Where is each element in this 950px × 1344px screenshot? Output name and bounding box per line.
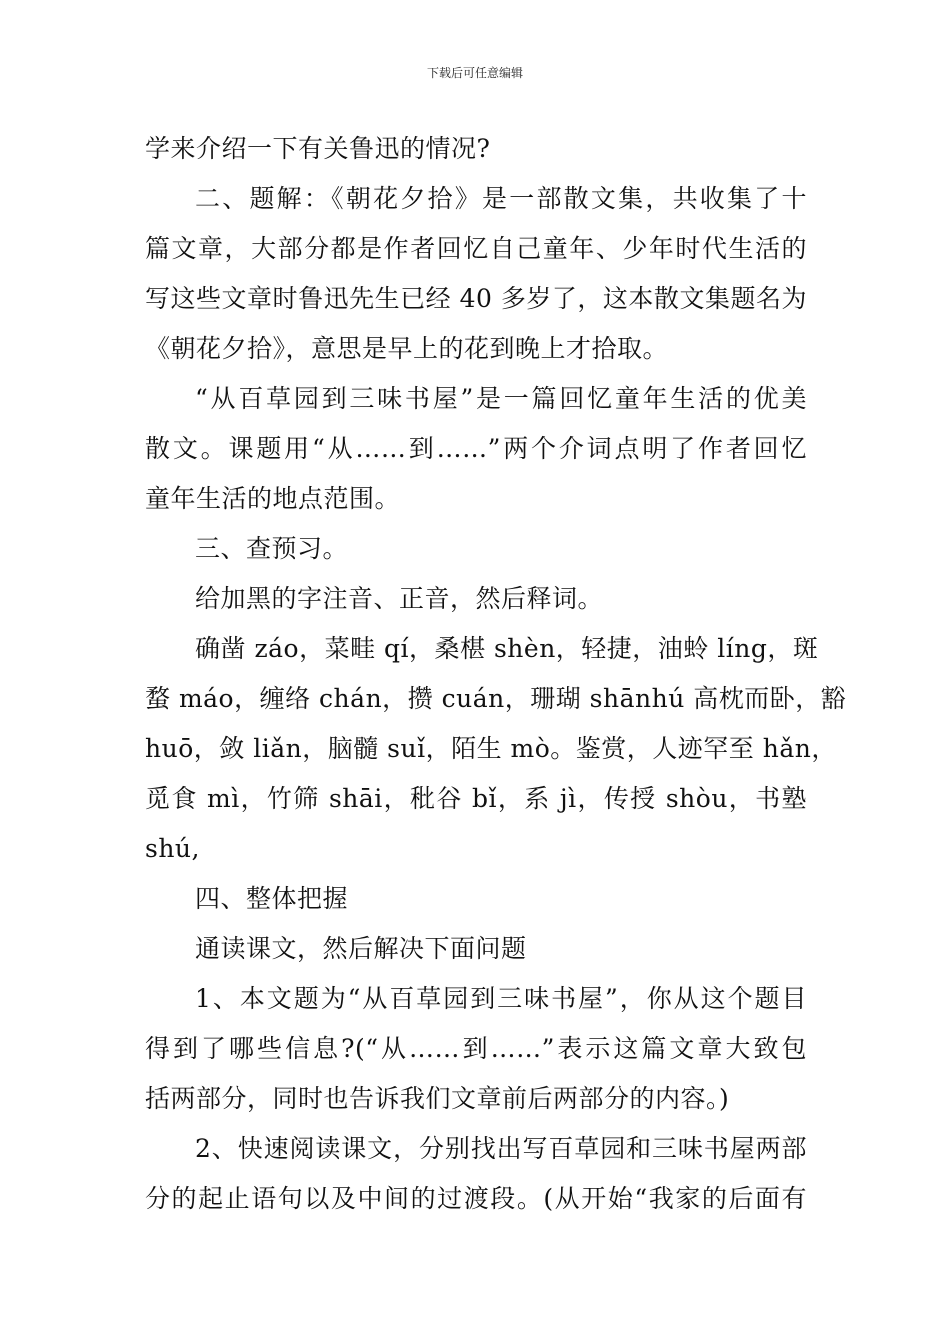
text-line: 二、题解：《朝花夕拾》是一部散文集，共收集了十 <box>195 184 807 213</box>
text-line: 篇文章，大部分都是作者回忆自己童年、少年时代生活的 <box>145 234 807 263</box>
text-line: shú, <box>145 834 200 863</box>
text-line: 1、本文题为“从百草园到三味书屋”，你从这个题目 <box>195 984 807 1013</box>
text-line: 童年生活的地点范围。 <box>145 484 401 513</box>
text-line: 三、查预习。 <box>195 534 349 563</box>
document-body <box>145 124 847 1224</box>
text-line: 确凿 záo，菜畦 qí，桑椹 shèn，轻捷，油蛉 líng，斑 <box>195 634 819 663</box>
text-line: 学来介绍一下有关鲁迅的情况? <box>145 134 491 163</box>
text-line: 得到了哪些信息?(“从……到……”表示这篇文章大致包 <box>145 1034 807 1063</box>
text-line: 写这些文章时鲁迅先生已经 40 多岁了，这本散文集题名为 <box>145 284 807 313</box>
text-line: 分的起止语句以及中间的过渡段。(从开始“我家的后面有 <box>145 1184 807 1213</box>
text-line: “从百草园到三味书屋”是一篇回忆童年生活的优美 <box>195 384 807 413</box>
text-line: 《朝花夕拾》，意思是早上的花到晚上才拾取。 <box>145 334 669 363</box>
text-line: 给加黑的字注音、正音，然后释词。 <box>195 584 604 613</box>
page-header: 下载后可任意编辑 <box>426 66 523 80</box>
text-line: 通读课文，然后解决下面问题 <box>195 934 527 963</box>
text-line: 四、整体把握 <box>195 884 349 913</box>
text-line: 2、快速阅读课文，分别找出写百草园和三味书屋两部 <box>195 1134 807 1163</box>
text-line: 觅食 mì，竹筛 shāi，秕谷 bǐ，系 jì，传授 shòu，书塾 <box>145 784 807 813</box>
text-line: 蝥 máo，缠络 chán，攒 cuán，珊瑚 shānhú 高枕而卧，豁 <box>145 684 847 713</box>
text-line: 散文。课题用“从……到……”两个介词点明了作者回忆 <box>145 434 807 463</box>
text-line: 括两部分，同时也告诉我们文章前后两部分的内容。) <box>145 1084 730 1113</box>
text-line: huō，敛 liǎn，脑髓 suǐ，陌生 mò。鉴赏，人迹罕至 hǎn， <box>145 734 837 763</box>
